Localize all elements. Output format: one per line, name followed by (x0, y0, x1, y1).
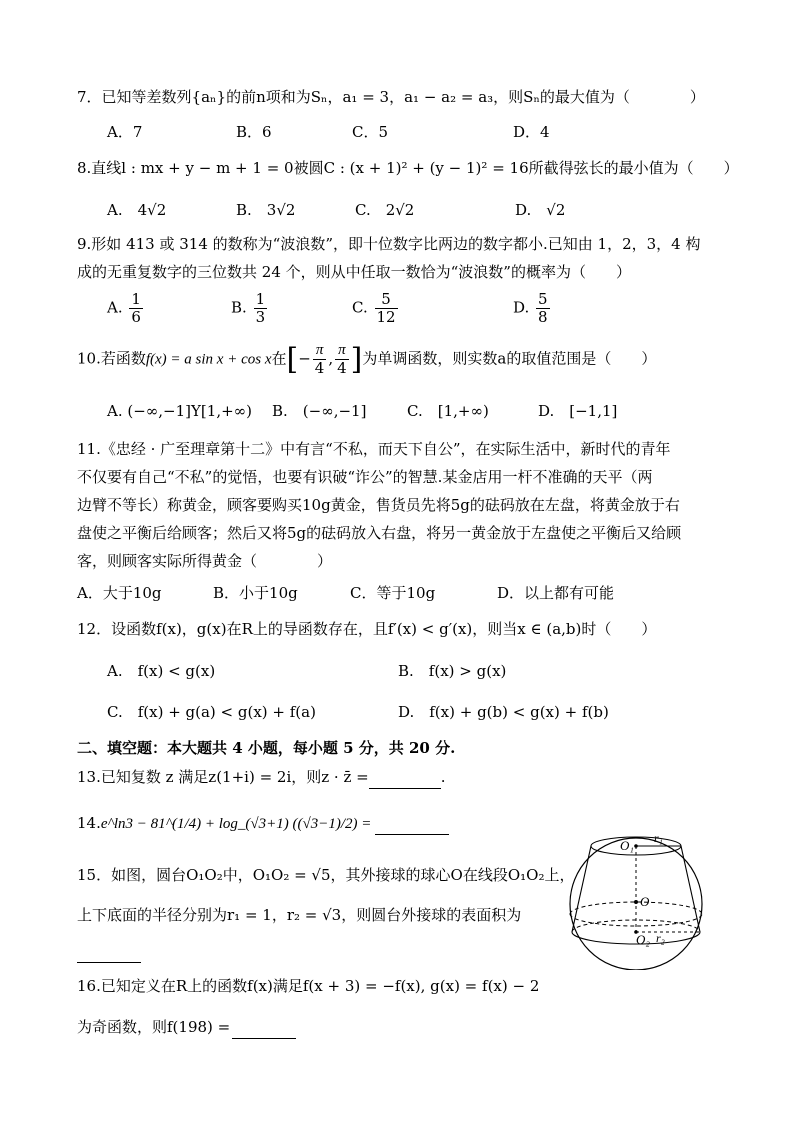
q11-option-d: D．以上都有可能 (497, 584, 615, 602)
q9-option-b-num: 1 (255, 290, 266, 308)
q10-option-d: D. [−1,1] (538, 402, 618, 420)
q12-option-b: B. f(x) > g(x) (398, 662, 507, 680)
q14-expression: e^ln3 − 81^(1/4) + log_(√3+1) ((√3−1)/2) = (100, 816, 372, 832)
q7-option-d: D．4 (513, 123, 550, 141)
q9-option-b-fraction (254, 291, 268, 326)
q10-frac-left (313, 342, 327, 377)
q8-option-b: B. 3√2 (236, 201, 296, 219)
q13 (77, 766, 445, 789)
q9-option-d (513, 291, 552, 326)
q12-option-c: C. f(x) + g(a) < g(x) + f(a) (107, 703, 316, 721)
q10-option-a: A. (−∞,−1]Y[1,+∞) (107, 402, 252, 420)
q7-option-b: B．6 (236, 123, 272, 141)
q16-blank (232, 1016, 296, 1039)
q9-line-1: 9.形如 413 或 314 的数称为“波浪数”，即十位数字比两边的数字都小.已知由 1，2，3，4 构 (77, 235, 701, 253)
q13-end: . (440, 768, 446, 786)
q10-frac-right (335, 342, 349, 377)
q11-line-1: 11.《忠经 · 广至理章第十二》中有言“不私，而天下自公”，在实际生活中，新时代的青年 (77, 440, 671, 458)
q9-option-c-den: 12 (376, 308, 396, 326)
q15-line-2: 上下底面的半径分别为r₁ = 1，r₂ = √3，则圆台外接球的表面积为 (77, 906, 522, 924)
q11-option-b: B．小于10g (213, 584, 298, 602)
q11-line-2: 不仅要有自己“不私”的觉悟，也要有识破“诈公”的智慧.某金店用一杆不准确的天平（两 (77, 468, 653, 486)
q11-option-a: A．大于10g (77, 584, 162, 602)
point-o (634, 900, 638, 904)
label-r1: r₁ (654, 831, 663, 845)
q10-function: f(x) = a sin x + cos x (145, 351, 272, 368)
q13-blank (369, 766, 441, 789)
q10-option-c: C. [1,+∞) (407, 402, 489, 420)
q9-option-a-num: 1 (131, 290, 141, 308)
q13-text: 13.已知复数 z 满足z(1+i) = 2i，则z · z̄ = (77, 768, 369, 786)
q9-option-b (231, 291, 269, 326)
q8-option-a: A. 4√2 (107, 201, 167, 219)
q14-blank (375, 812, 449, 835)
label-r2: r₂ (656, 931, 665, 945)
q12-option-d: D. f(x) + g(b) < g(x) + f(b) (398, 703, 609, 721)
q9-option-d-den: 8 (538, 308, 548, 326)
q9-option-a-label: A. (107, 298, 123, 317)
q10-interval-minus: − (298, 349, 311, 368)
q9-option-d-fraction (536, 291, 550, 326)
q9-option-c-label: C. (352, 298, 368, 317)
label-o2: O₂ (636, 932, 650, 947)
label-o1: O₁ (620, 838, 634, 853)
q12-option-a: A. f(x) < g(x) (107, 662, 216, 680)
q10-option-b: B. (−∞,−1] (272, 402, 367, 420)
q9-option-c-num: 5 (375, 291, 398, 309)
q9-option-a (107, 291, 145, 326)
q16-line-1: 16.已知定义在R上的函数f(x)满足f(x + 3) = −f(x), g(x) = f(x) − 2 (77, 977, 540, 995)
q15-blank (77, 940, 141, 963)
q10-bracket-left: [ (286, 342, 299, 377)
point-o1 (634, 844, 638, 848)
frustum-sphere-figure (564, 828, 714, 970)
section-heading: 二、填空题：本大题共 4 小题，每小题 5 分，共 20 分. (77, 739, 456, 757)
q10-frac-right-den: 4 (337, 359, 347, 377)
q11-option-c: C．等于10g (350, 584, 436, 602)
q8-option-d: D. √2 (515, 201, 566, 219)
q8-option-c: C. 2√2 (355, 201, 415, 219)
q10-suffix: 为单调函数，则实数a的取值范围是（ ） (362, 349, 657, 368)
frustum-side-left (572, 846, 591, 932)
q10-frac-left-den: 4 (314, 359, 325, 377)
q9-option-c-fraction (375, 291, 398, 326)
q14-label: 14. (77, 814, 101, 832)
q10-prefix: 10.若函数 (77, 349, 146, 368)
q12-stem: 12．设函数f(x)，g(x)在R上的导函数存在，且f′(x) < g′(x)，则当x ∈ (a,b)时（ ） (77, 620, 657, 638)
label-o: O (640, 894, 650, 909)
q7-option-c: C．5 (352, 123, 389, 141)
q11-line-5: 客，则顾客实际所得黄金（ ） (77, 552, 333, 570)
q10-frac-right-num: π (335, 342, 349, 360)
frustum-side-right (681, 846, 700, 932)
q7-option-a: A．7 (107, 123, 143, 141)
q11-line-4: 盘使之平衡后给顾客；然后又将5g的砝码放入右盘，将另一黄金放于左盘使之平衡后又给顾 (77, 524, 682, 542)
q10-bracket-right: ] (350, 342, 363, 377)
q14 (77, 812, 449, 835)
q9-option-d-num: 5 (538, 290, 548, 308)
q7-stem: 7．已知等差数列{aₙ}的前n项和为Sₙ，a₁ = 3，a₁ − a₂ = a₃，则Sₙ的最大值为（ ） (77, 88, 705, 106)
q9-option-a-fraction (129, 291, 143, 326)
q16-line-2 (77, 1016, 296, 1039)
q9-option-b-label: B. (231, 298, 247, 317)
q9-option-b-den: 3 (255, 308, 266, 326)
q9-line-2: 成的无重复数字的三位数共 24 个，则从中任取一数恰为“波浪数”的概率为（ ） (77, 263, 631, 281)
q10-stem: 10.若函数f(x) = a sin x + cos x在[− $\frac{\pi}{4}$ , $\frac{\pi}{4}$ ]为单调函数，则实数a的取值范围是（ ） (77, 342, 657, 377)
q8-stem: 8.直线l : mx + y − m + 1 = 0被圆C : (x + 1)² + (y − 1)² = 16所截得弦长的最小值为（ ） (77, 159, 739, 177)
q15-answer-line (77, 940, 141, 963)
q9-option-c (352, 291, 400, 326)
q11-line-3: 边臂不等长）称黄金，顾客要购买10g黄金，售货员先将5g的砝码放在左盘，将黄金放于右 (77, 496, 680, 514)
q10-frac-left-num: π (313, 342, 327, 360)
q9-option-a-den: 6 (131, 308, 141, 326)
q9-option-d-label: D. (513, 298, 530, 317)
q10-mid: 在 (271, 349, 287, 368)
q15-line-1: 15．如图，圆台O₁O₂中，O₁O₂ = √5，其外接球的球心O在线段O₁O₂上， (77, 866, 575, 884)
q16-line-2-text: 为奇函数，则f(198) = (77, 1018, 231, 1036)
